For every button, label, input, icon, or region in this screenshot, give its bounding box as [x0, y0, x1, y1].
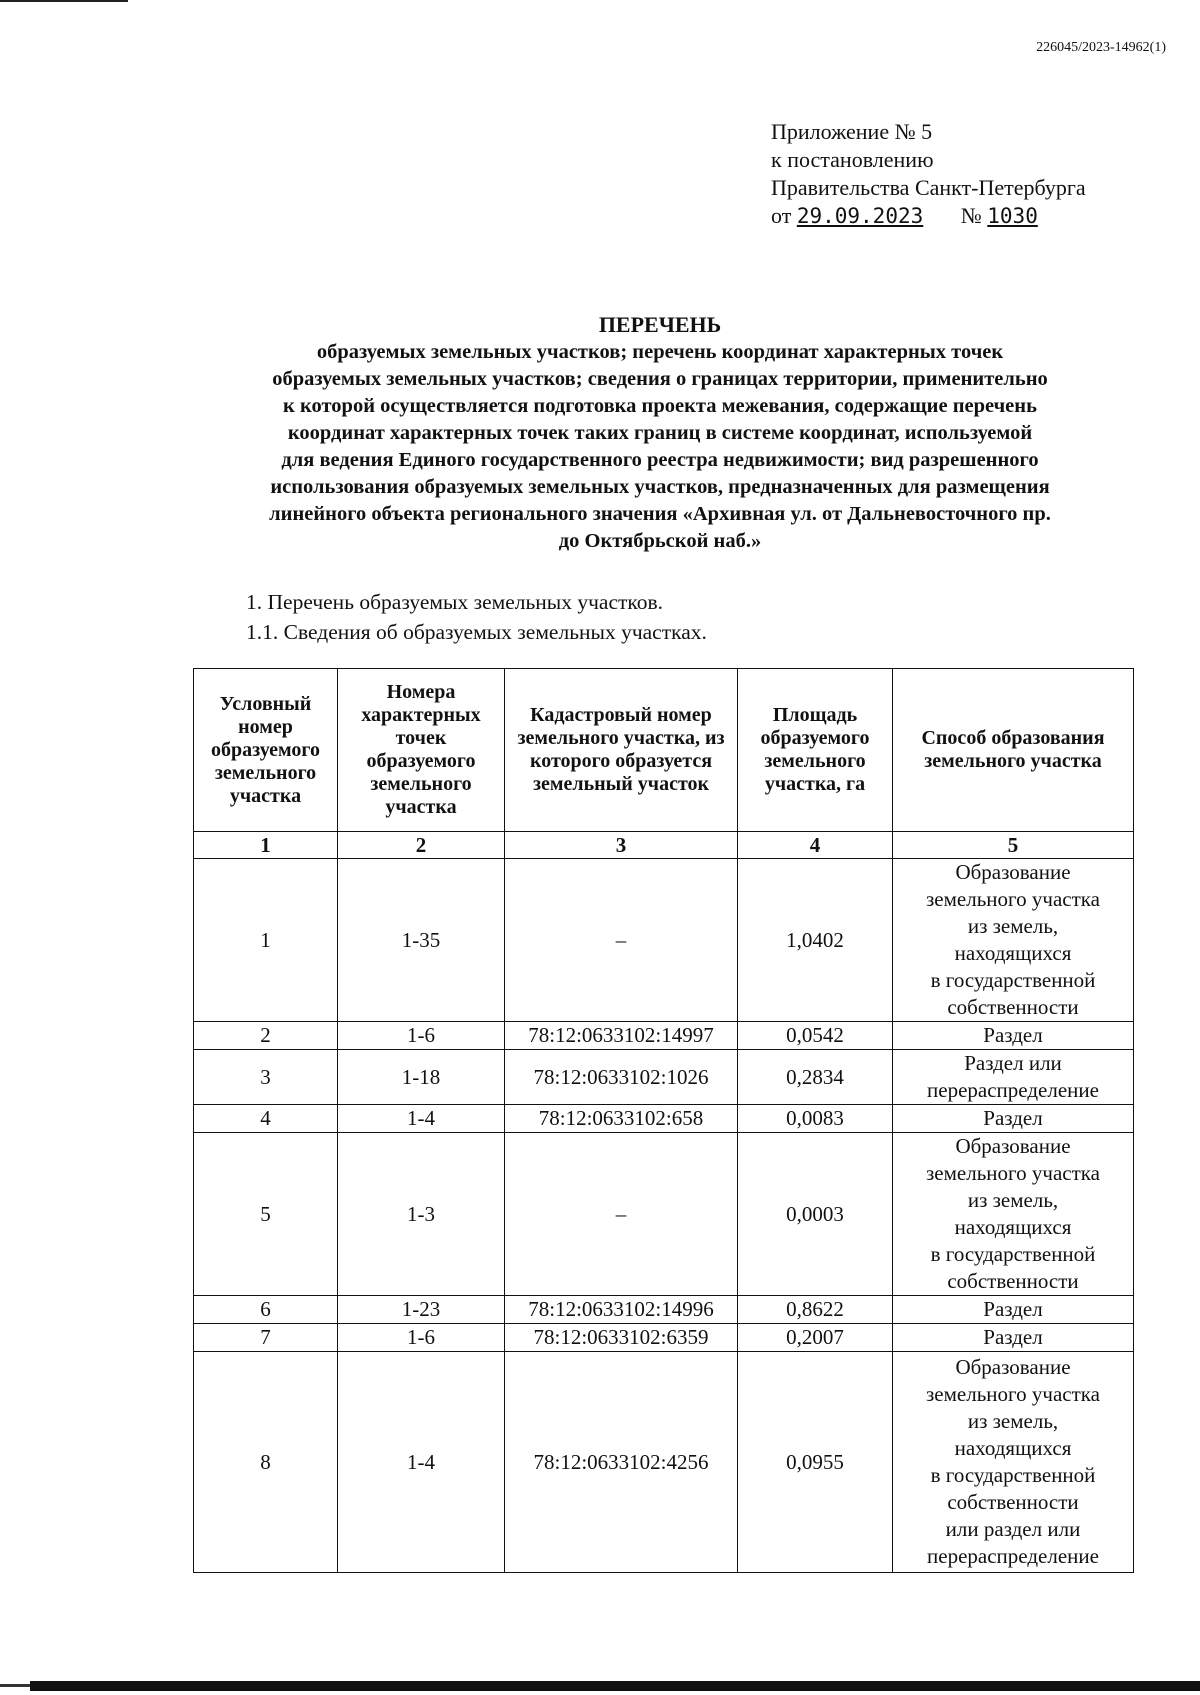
- cell-points: 1-3: [338, 1133, 505, 1296]
- cell-method: [893, 1022, 1134, 1050]
- method-line: собственности: [947, 995, 1079, 1019]
- method-line: перераспределение: [927, 1544, 1099, 1568]
- method-line: Раздел: [983, 1325, 1043, 1349]
- document-subtitle: [180, 339, 1140, 555]
- subtitle-line: образуемых земельных участков; перечень координат характерных точек: [316, 341, 1004, 363]
- cell-plot-number: 5: [194, 1133, 338, 1296]
- method-line: собственности: [947, 1269, 1079, 1293]
- cell-points: 1-35: [338, 859, 505, 1022]
- cell-points: 1-4: [338, 1105, 505, 1133]
- cell-method: [893, 1133, 1134, 1296]
- cell-plot-number: 6: [194, 1296, 338, 1324]
- appendix-line-2: к постановлению: [771, 147, 934, 172]
- method-line: Раздел: [983, 1106, 1043, 1130]
- cell-points: 1-23: [338, 1296, 505, 1324]
- cell-method: [893, 1050, 1134, 1105]
- column-number: 3: [505, 832, 738, 859]
- cell-area: 0,8622: [738, 1296, 893, 1324]
- section-heading-1-1: 1.1. Сведения об образуемых земельных участках.: [246, 620, 707, 644]
- cell-points: 1-6: [338, 1022, 505, 1050]
- method-line: в государственной: [930, 1242, 1096, 1266]
- cell-area: 0,0542: [738, 1022, 893, 1050]
- header-method: Способ образования земельного участка: [893, 669, 1134, 832]
- table-row: [194, 859, 1134, 1022]
- document-id: 226045/2023-14962(1): [1036, 40, 1166, 55]
- scan-top-mark: [0, 0, 128, 2]
- table-row: [194, 1133, 1134, 1296]
- cell-points: 1-6: [338, 1324, 505, 1352]
- subtitle-line: до Октябрьской наб.»: [558, 530, 762, 552]
- method-line: из земель,: [967, 914, 1059, 938]
- method-line: находящихся: [954, 941, 1072, 965]
- cell-cadastral: 78:12:0633102:1026: [505, 1050, 738, 1105]
- subtitle-line: к которой осуществляется подготовка проекта межевания, содержащие перечень: [283, 395, 1037, 417]
- subtitle-line: использования образуемых земельных участков, предназначенных для размещения: [270, 476, 1050, 498]
- cell-method: [893, 1296, 1134, 1324]
- cell-plot-number: 4: [194, 1105, 338, 1133]
- table-row: [194, 1050, 1134, 1105]
- cell-cadastral: 78:12:0633102:14997: [505, 1022, 738, 1050]
- cell-area: 0,0003: [738, 1133, 893, 1296]
- column-number: 5: [893, 832, 1134, 859]
- method-line: в государственной: [930, 1463, 1096, 1487]
- cell-cadastral: 78:12:0633102:658: [505, 1105, 738, 1133]
- number-prefix: №: [960, 203, 982, 228]
- cell-cadastral: 78:12:0633102:14996: [505, 1296, 738, 1324]
- decree-date: 29.09.2023: [796, 204, 924, 228]
- table-header-row: [194, 669, 1134, 832]
- header-cadastral: Кадастровый номер земельного участка, из которого образуется земельный участок: [505, 669, 738, 832]
- method-line: находящихся: [954, 1215, 1072, 1239]
- method-line: Образование: [955, 860, 1071, 884]
- table-row: [194, 1352, 1134, 1573]
- method-line: из земель,: [967, 1409, 1059, 1433]
- method-line: в государственной: [930, 968, 1096, 992]
- table-row: [194, 1105, 1134, 1133]
- cell-points: 1-4: [338, 1352, 505, 1573]
- cell-plot-number: 2: [194, 1022, 338, 1050]
- cell-area: 0,0083: [738, 1105, 893, 1133]
- cell-cadastral: –: [505, 1133, 738, 1296]
- column-number-row: [194, 832, 1134, 859]
- header-area: Площадь образуемого земельного участка, га: [738, 669, 893, 832]
- method-line: Раздел: [983, 1297, 1043, 1321]
- cell-area: 0,2834: [738, 1050, 893, 1105]
- scan-bottom-bar: [30, 1681, 1200, 1691]
- subtitle-line: для ведения Единого государственного реестра недвижимости; вид разрешенного: [281, 449, 1039, 471]
- method-line: Раздел или: [964, 1051, 1062, 1075]
- cell-area: 1,0402: [738, 859, 893, 1022]
- method-line: земельного участка: [926, 1161, 1100, 1185]
- method-line: земельного участка: [926, 887, 1100, 911]
- decree-number: 1030: [987, 204, 1038, 228]
- appendix-date-line: [771, 202, 1086, 230]
- cell-method: [893, 1105, 1134, 1133]
- cell-cadastral: 78:12:0633102:6359: [505, 1324, 738, 1352]
- method-line: из земель,: [967, 1188, 1059, 1212]
- method-line: перераспределение: [927, 1078, 1099, 1102]
- method-line: Образование: [955, 1355, 1071, 1379]
- column-number: 2: [338, 832, 505, 859]
- table-row: [194, 1022, 1134, 1050]
- method-line: находящихся: [954, 1436, 1072, 1460]
- subtitle-line: линейного объекта регионального значения «Архивная ул. от Дальневосточного пр.: [269, 503, 1051, 525]
- section-heading-1: 1. Перечень образуемых земельных участков.: [246, 590, 664, 614]
- column-number: 1: [194, 832, 338, 859]
- table-row: [194, 1296, 1134, 1324]
- date-prefix: от: [771, 203, 792, 228]
- header-points: Номера характерных точек образуемого земельного участка: [338, 669, 505, 832]
- cell-area: 0,0955: [738, 1352, 893, 1573]
- cell-cadastral: –: [505, 859, 738, 1022]
- cell-method: [893, 1324, 1134, 1352]
- appendix-line-1: Приложение № 5: [771, 119, 933, 144]
- cell-plot-number: 7: [194, 1324, 338, 1352]
- method-line: или раздел или: [945, 1517, 1081, 1541]
- cell-cadastral: 78:12:0633102:4256: [505, 1352, 738, 1573]
- method-line: земельного участка: [926, 1382, 1100, 1406]
- method-line: Раздел: [983, 1023, 1043, 1047]
- cell-plot-number: 3: [194, 1050, 338, 1105]
- subtitle-line: образуемых земельных участков; сведения о границах территории, применительно: [272, 368, 1048, 390]
- cell-points: 1-18: [338, 1050, 505, 1105]
- subtitle-line: координат характерных точек таких границ в системе координат, используемой: [287, 422, 1033, 444]
- cell-method: [893, 1352, 1134, 1573]
- method-line: собственности: [947, 1490, 1079, 1514]
- appendix-block: [771, 118, 1086, 230]
- appendix-line-3: Правительства Санкт-Петербурга: [771, 175, 1086, 200]
- cell-area: 0,2007: [738, 1324, 893, 1352]
- method-line: Образование: [955, 1134, 1071, 1158]
- column-number: 4: [738, 832, 893, 859]
- header-plot-number: Условный номер образуемого земельного участка: [194, 669, 338, 832]
- document-title: ПЕРЕЧЕНЬ: [598, 312, 722, 337]
- table-row: [194, 1324, 1134, 1352]
- cell-method: [893, 859, 1134, 1022]
- land-plots-table: [193, 668, 1134, 1573]
- cell-plot-number: 1: [194, 859, 338, 1022]
- cell-plot-number: 8: [194, 1352, 338, 1573]
